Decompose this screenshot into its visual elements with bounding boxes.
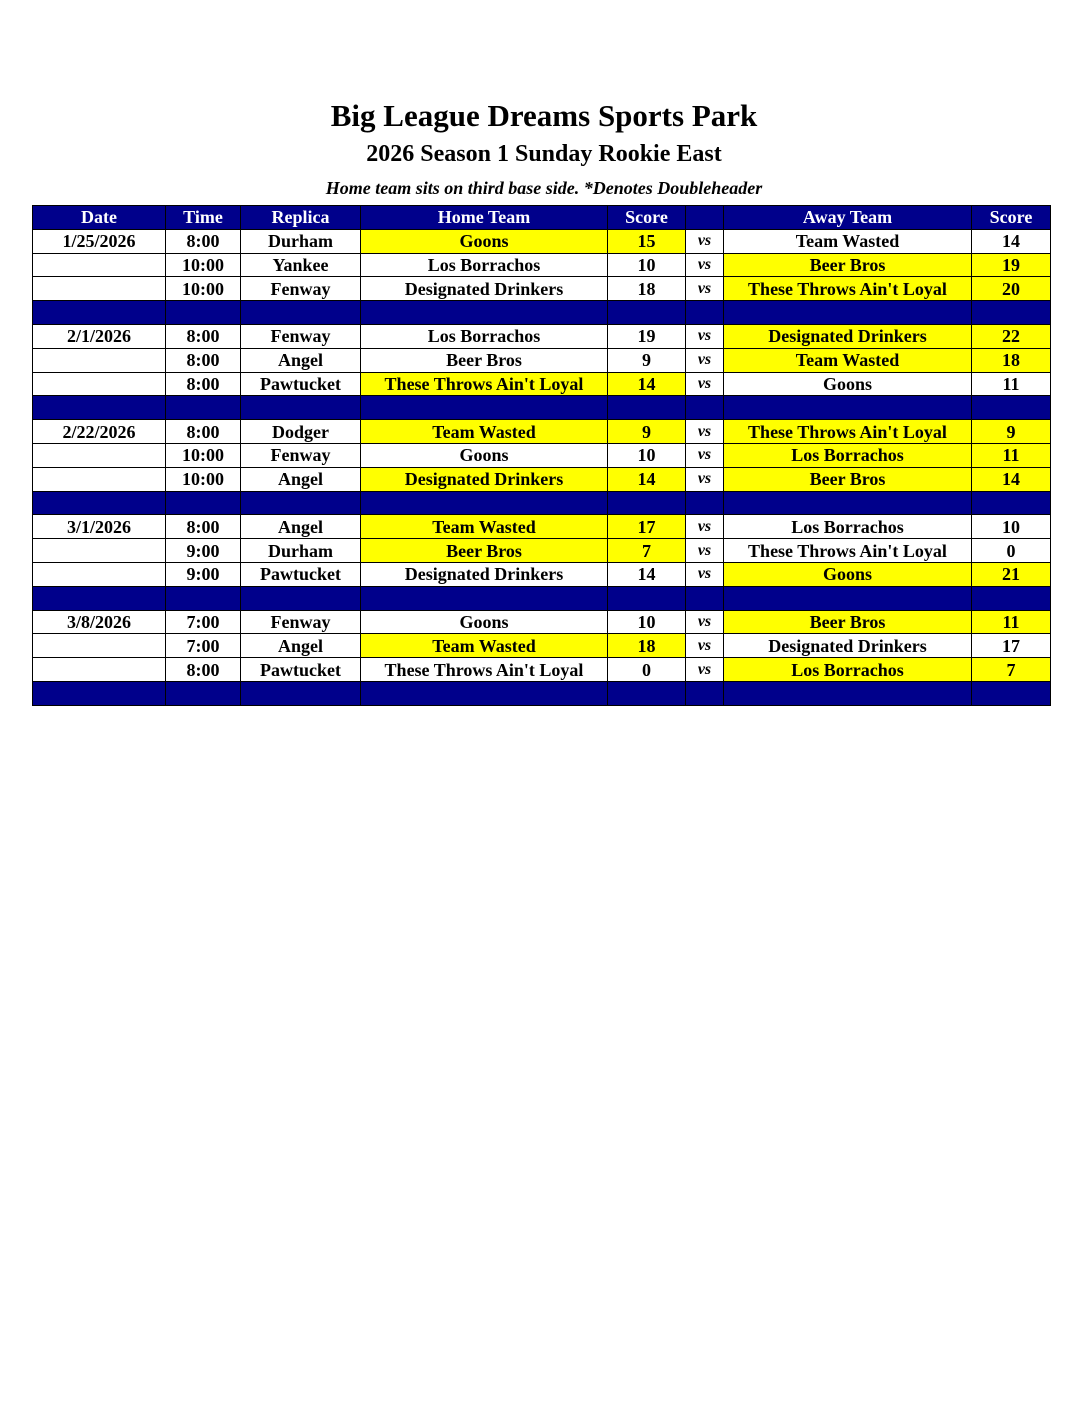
page-title: Big League Dreams Sports Park [330,98,758,133]
separator-cell [241,396,361,420]
away-team-cell: Beer Bros [724,610,972,634]
home-score-cell: 14 [608,372,686,396]
home-team-cell: Beer Bros [361,539,608,563]
time-cell: 8:00 [166,324,241,348]
page-note: Home team sits on third base side. *Denotes Doubleheader [325,178,763,198]
vs-cell: vs [686,348,724,372]
home-score-cell: 14 [608,467,686,491]
time-cell: 8:00 [166,658,241,682]
table-header-row [33,206,1051,230]
replica-cell: Fenway [241,324,361,348]
time-cell: 9:00 [166,539,241,563]
separator-row [33,491,1051,515]
date-cell: 3/8/2026 [33,610,166,634]
table-row [33,610,1051,634]
replica-cell: Angel [241,348,361,372]
away-team-cell: These Throws Ain't Loyal [724,539,972,563]
separator-cell [361,491,608,515]
page-subtitle: 2026 Season 1 Sunday Rookie East [366,141,722,167]
separator-cell [361,586,608,610]
vs-cell: vs [686,420,724,444]
date-cell [33,562,166,586]
separator-cell [972,586,1051,610]
table-row [33,372,1051,396]
vs-cell: vs [686,634,724,658]
date-cell: 2/22/2026 [33,420,166,444]
away-team-cell: Los Borrachos [724,443,972,467]
away-score-cell: 11 [972,443,1051,467]
home-team-cell: These Throws Ain't Loyal [361,372,608,396]
separator-cell [241,586,361,610]
away-score-cell: 10 [972,515,1051,539]
away-score-cell: 9 [972,420,1051,444]
home-score-cell: 19 [608,324,686,348]
time-cell: 8:00 [166,229,241,253]
time-cell: 7:00 [166,610,241,634]
table-row [33,634,1051,658]
column-header-date: Date [33,206,166,230]
separator-cell [241,301,361,325]
separator-cell [608,491,686,515]
home-team-cell: Goons [361,229,608,253]
home-team-cell: Team Wasted [361,420,608,444]
separator-cell [972,301,1051,325]
replica-cell: Durham [241,229,361,253]
home-team-cell: Designated Drinkers [361,562,608,586]
home-team-cell: Designated Drinkers [361,467,608,491]
column-header-home-score: Score [608,206,686,230]
separator-cell [166,491,241,515]
time-cell: 8:00 [166,348,241,372]
date-cell: 3/1/2026 [33,515,166,539]
date-cell: 2/1/2026 [33,324,166,348]
separator-row [33,681,1051,705]
away-score-cell: 7 [972,658,1051,682]
replica-cell: Fenway [241,443,361,467]
away-score-cell: 11 [972,610,1051,634]
separator-cell [724,681,972,705]
separator-cell [33,301,166,325]
vs-cell: vs [686,539,724,563]
column-header-time: Time [166,206,241,230]
away-team-cell: These Throws Ain't Loyal [724,420,972,444]
away-team-cell: Designated Drinkers [724,324,972,348]
separator-cell [361,301,608,325]
vs-cell: vs [686,229,724,253]
home-score-cell: 10 [608,610,686,634]
replica-cell: Fenway [241,277,361,301]
time-cell: 10:00 [166,443,241,467]
home-team-cell: Goons [361,443,608,467]
table-row [33,348,1051,372]
home-score-cell: 9 [608,420,686,444]
away-score-cell: 14 [972,229,1051,253]
away-score-cell: 0 [972,539,1051,563]
table-row [33,467,1051,491]
home-team-cell: Team Wasted [361,515,608,539]
vs-cell: vs [686,467,724,491]
table-row [33,253,1051,277]
vs-cell: vs [686,515,724,539]
away-score-cell: 11 [972,372,1051,396]
replica-cell: Fenway [241,610,361,634]
column-header-away-score: Score [972,206,1051,230]
separator-cell [33,491,166,515]
away-score-cell: 14 [972,467,1051,491]
away-score-cell: 17 [972,634,1051,658]
table-row [33,443,1051,467]
away-score-cell: 20 [972,277,1051,301]
home-score-cell: 0 [608,658,686,682]
separator-cell [33,396,166,420]
separator-cell [686,681,724,705]
vs-cell: vs [686,253,724,277]
separator-cell [361,396,608,420]
separator-cell [166,586,241,610]
home-score-cell: 17 [608,515,686,539]
table-row [33,539,1051,563]
separator-cell [361,681,608,705]
vs-cell: vs [686,277,724,301]
away-score-cell: 22 [972,324,1051,348]
date-cell [33,443,166,467]
table-row [33,229,1051,253]
away-team-cell: Beer Bros [724,253,972,277]
home-team-cell: Goons [361,610,608,634]
vs-cell: vs [686,562,724,586]
schedule-table [32,205,1051,706]
separator-cell [972,396,1051,420]
away-team-cell: Beer Bros [724,467,972,491]
home-team-cell: These Throws Ain't Loyal [361,658,608,682]
separator-cell [608,681,686,705]
home-team-cell: Beer Bros [361,348,608,372]
date-cell [33,634,166,658]
home-score-cell: 9 [608,348,686,372]
separator-cell [724,396,972,420]
vs-cell: vs [686,324,724,348]
time-cell: 10:00 [166,277,241,301]
away-team-cell: Los Borrachos [724,658,972,682]
home-score-cell: 10 [608,443,686,467]
table-row [33,277,1051,301]
replica-cell: Durham [241,539,361,563]
away-team-cell: Team Wasted [724,229,972,253]
separator-cell [686,301,724,325]
table-row [33,562,1051,586]
table-row [33,658,1051,682]
table-row [33,420,1051,444]
date-cell [33,539,166,563]
date-cell [33,348,166,372]
column-header-replica: Replica [241,206,361,230]
column-header-vs [686,206,724,230]
home-score-cell: 7 [608,539,686,563]
vs-cell: vs [686,372,724,396]
away-team-cell: Goons [724,372,972,396]
time-cell: 8:00 [166,372,241,396]
time-cell: 9:00 [166,562,241,586]
date-cell [33,372,166,396]
away-score-cell: 19 [972,253,1051,277]
date-cell [33,277,166,301]
time-cell: 8:00 [166,515,241,539]
home-score-cell: 10 [608,253,686,277]
date-cell [33,658,166,682]
column-header-home-team: Home Team [361,206,608,230]
time-cell: 10:00 [166,253,241,277]
away-score-cell: 21 [972,562,1051,586]
separator-cell [166,681,241,705]
separator-cell [166,301,241,325]
home-team-cell: Los Borrachos [361,253,608,277]
separator-cell [972,681,1051,705]
replica-cell: Yankee [241,253,361,277]
home-score-cell: 14 [608,562,686,586]
separator-cell [686,491,724,515]
time-cell: 7:00 [166,634,241,658]
table-row [33,515,1051,539]
separator-row [33,396,1051,420]
home-team-cell: Team Wasted [361,634,608,658]
away-team-cell: Designated Drinkers [724,634,972,658]
separator-cell [241,681,361,705]
home-score-cell: 15 [608,229,686,253]
replica-cell: Angel [241,634,361,658]
replica-cell: Dodger [241,420,361,444]
home-team-cell: Los Borrachos [361,324,608,348]
separator-cell [686,396,724,420]
separator-row [33,586,1051,610]
replica-cell: Angel [241,515,361,539]
away-team-cell: Los Borrachos [724,515,972,539]
replica-cell: Angel [241,467,361,491]
home-team-cell: Designated Drinkers [361,277,608,301]
replica-cell: Pawtucket [241,562,361,586]
separator-cell [241,491,361,515]
time-cell: 10:00 [166,467,241,491]
separator-cell [608,301,686,325]
vs-cell: vs [686,658,724,682]
separator-cell [724,491,972,515]
away-team-cell: Goons [724,562,972,586]
away-team-cell: These Throws Ain't Loyal [724,277,972,301]
date-cell [33,467,166,491]
date-cell: 1/25/2026 [33,229,166,253]
away-score-cell: 18 [972,348,1051,372]
away-team-cell: Team Wasted [724,348,972,372]
separator-cell [33,586,166,610]
replica-cell: Pawtucket [241,658,361,682]
vs-cell: vs [686,443,724,467]
separator-cell [724,586,972,610]
separator-cell [166,396,241,420]
replica-cell: Pawtucket [241,372,361,396]
separator-cell [608,396,686,420]
schedule-body [33,229,1051,705]
date-cell [33,253,166,277]
vs-cell: vs [686,610,724,634]
separator-cell [608,586,686,610]
separator-cell [972,491,1051,515]
separator-cell [33,681,166,705]
separator-row [33,301,1051,325]
home-score-cell: 18 [608,277,686,301]
table-row [33,324,1051,348]
home-score-cell: 18 [608,634,686,658]
column-header-away-team: Away Team [724,206,972,230]
time-cell: 8:00 [166,420,241,444]
separator-cell [724,301,972,325]
separator-cell [686,586,724,610]
